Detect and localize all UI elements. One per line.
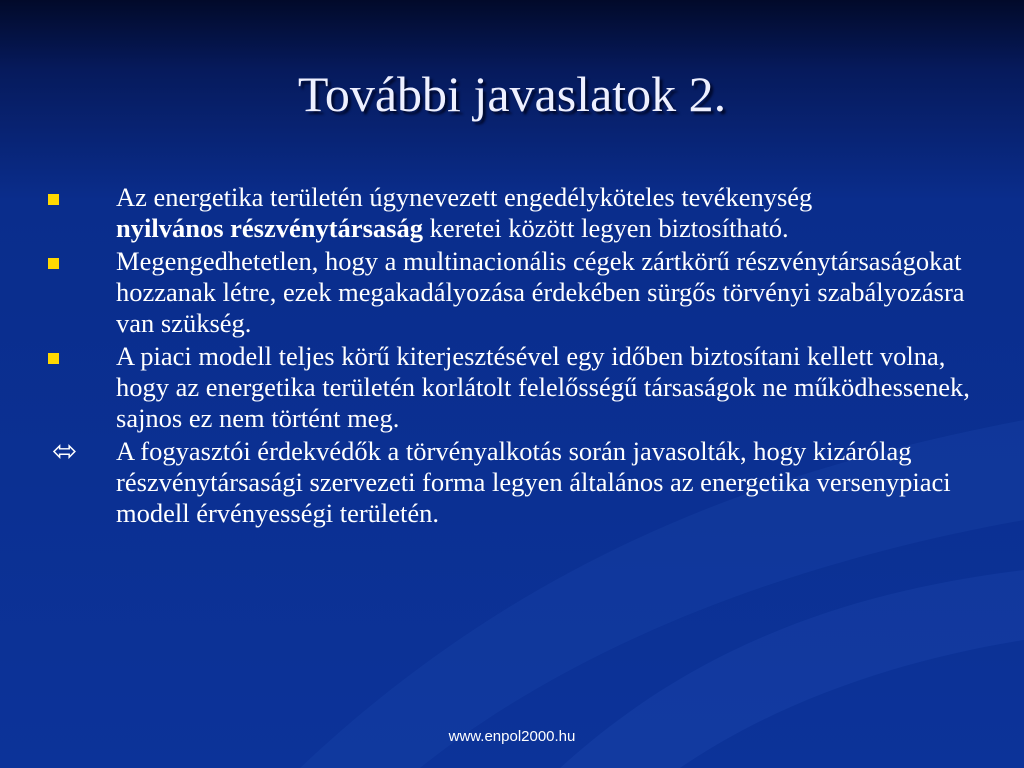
bullet-text-bold: nyilvános részvénytársaság xyxy=(116,213,423,243)
square-bullet-icon xyxy=(40,182,80,213)
double-arrow-icon: ⬄ xyxy=(52,434,78,469)
bullet-text: Megengedhetetlen, hogy a multinacionális cégek zártkörű részvénytársaságokat hozzanak létre, ezek megakadályozása érdekében sürgős törvényi szabályozásra van szükség. xyxy=(116,246,965,338)
bullet-text: A fogyasztói érdekvédők a törvényalkotás során javasolták, hogy kizárólag részvénytársasági szervezeti forma legyen általános az energetika versenypiaci modell érvényességi területén. xyxy=(116,436,951,528)
square-bullet-icon xyxy=(40,341,80,372)
bullet-list xyxy=(40,182,990,531)
bullet-item xyxy=(40,341,990,434)
square-bullet-icon xyxy=(40,246,80,277)
bullet-text: A piaci modell teljes körű kiterjesztésével egy időben biztosítani kellett volna, hogy az energetika területén korlátolt felelősségű társaságok ne működhessenek, sajnos ez nem történt meg. xyxy=(116,341,970,433)
footer-url: www.enpol2000.hu xyxy=(448,728,576,745)
bullet-text: Az energetika területén úgynevezett engedélyköteles tevékenység xyxy=(116,182,813,212)
bullet-item xyxy=(40,436,990,529)
slide-title: További javaslatok 2. xyxy=(297,66,727,122)
bullet-item xyxy=(40,246,990,339)
bullet-text: keretei között legyen biztosítható. xyxy=(422,213,789,243)
bullet-item xyxy=(40,182,990,244)
